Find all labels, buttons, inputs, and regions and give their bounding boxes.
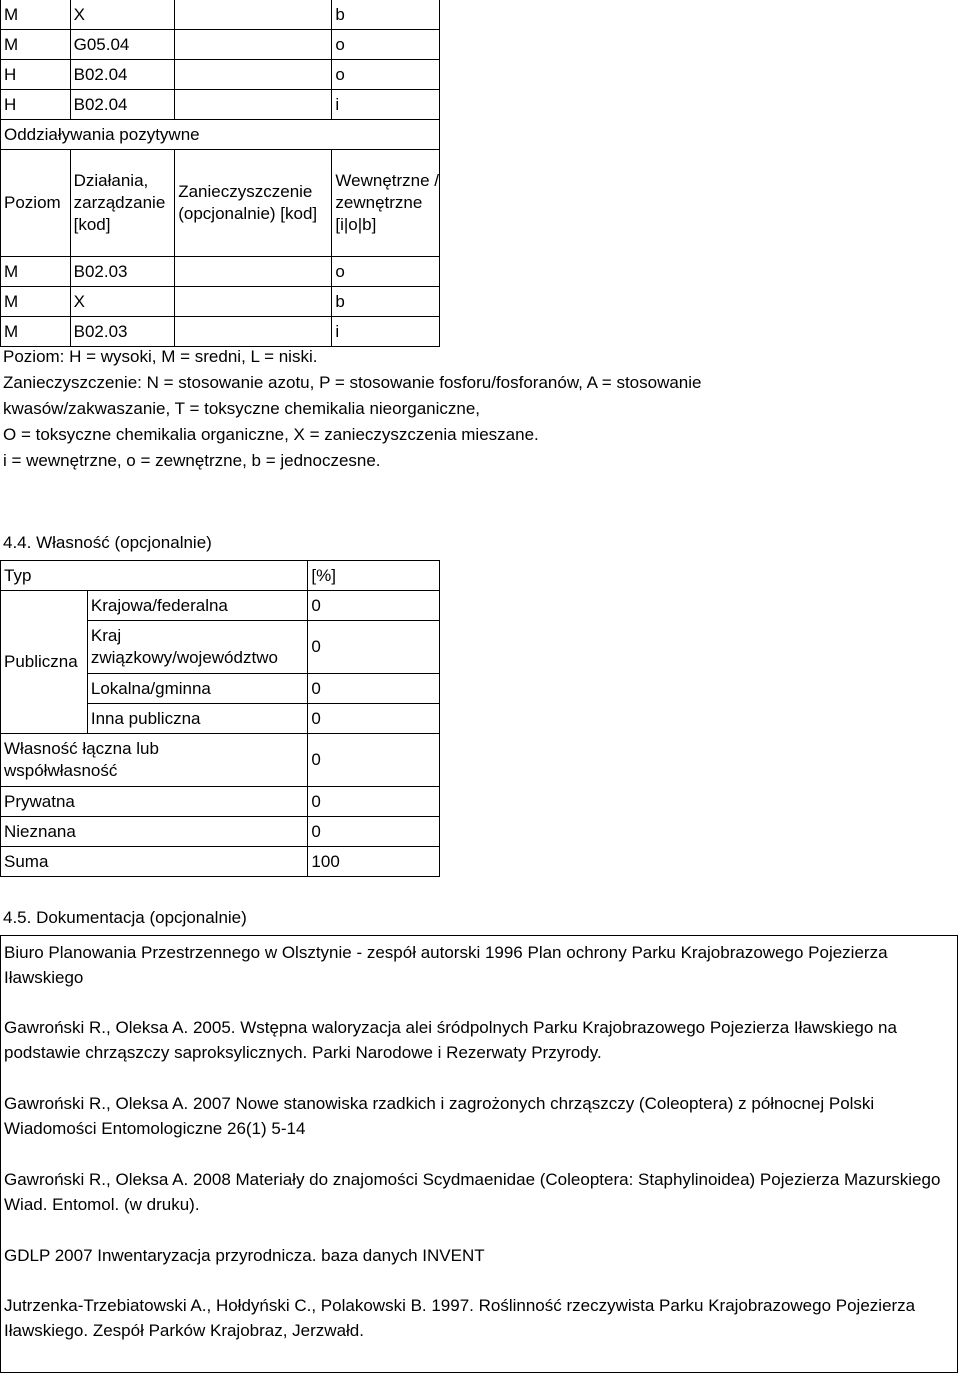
ownership-type: Suma — [1, 847, 308, 877]
ownership-value: 100 — [308, 847, 440, 877]
ownership-value: 0 — [308, 591, 440, 621]
ownership-type: Lokalna/gminna — [87, 674, 308, 704]
header-row — [1, 561, 440, 591]
documentation-entry: Biuro Planowania Przestrzennego w Olsztynie - zespół autorski 1996 Plan ochrony Parku Krajobrazowego Pojezierza Iławskiego — [4, 943, 888, 987]
ownership-type-label: Własność łączna lub współwłasność — [4, 739, 159, 780]
dzialania-cell: B02.03 — [70, 317, 175, 347]
ownership-type: Nieznana — [1, 817, 308, 847]
publiczna-label: Publiczna — [1, 591, 88, 734]
ownership-value: 0 — [308, 817, 440, 847]
ownership-value: 0 — [308, 787, 440, 817]
ownership-type: Kraj związkowy/województwo — [87, 621, 308, 674]
ownership-type — [1, 734, 308, 787]
dzialania-cell: X — [70, 0, 175, 30]
documentation-entry: GDLP 2007 Inwentaryzacja przyrodnicza. baza danych INVENT — [4, 1246, 485, 1265]
wz-cell: b — [332, 287, 440, 317]
poziom-cell: M — [1, 0, 71, 30]
poziom-cell: M — [1, 257, 71, 287]
documentation-entry: Gawroński R., Oleksa A. 2007 Nowe stanowiska rzadkich i zagrożonych chrząszczy (Coleoptera) z północnej Polski Wiadomości Entomologiczne 26(1) 5-14 — [4, 1094, 875, 1138]
zanieczyszczenie-cell — [175, 60, 332, 90]
table-row — [1, 90, 440, 120]
wz-cell: o — [332, 30, 440, 60]
legend-wz: i = wewnętrzne, o = zewnętrzne, b = jednoczesne. — [3, 451, 381, 470]
header-poziom: Poziom — [1, 150, 71, 257]
ownership-value: 0 — [308, 734, 440, 787]
dzialania-cell: B02.04 — [70, 60, 175, 90]
header-dzialania: Działania, zarządzanie [kod] — [70, 150, 175, 257]
table-row — [1, 817, 440, 847]
legend-poziom: Poziom: H = wysoki, M = sredni, L = niski. — [3, 347, 318, 366]
poziom-cell: H — [1, 90, 71, 120]
table-row — [1, 317, 440, 347]
table-row — [1, 591, 440, 621]
header-wz: Wewnętrzne / zewnętrzne [i|o|b] — [332, 150, 440, 257]
poziom-cell: M — [1, 30, 71, 60]
poziom-cell: H — [1, 60, 71, 90]
zanieczyszczenie-cell — [175, 90, 332, 120]
dzialania-cell: X — [70, 287, 175, 317]
zanieczyszczenie-cell — [175, 0, 332, 30]
documentation-box — [0, 935, 958, 1373]
ownership-type: Inna publiczna — [87, 704, 308, 734]
section-header-row — [1, 120, 440, 150]
header-pct: [%] — [308, 561, 440, 591]
ownership-type: Prywatna — [1, 787, 308, 817]
zanieczyszczenie-cell — [175, 257, 332, 287]
legend-zanieczyszczenie-cont: kwasów/zakwaszanie, T = toksyczne chemikalia nieorganiczne, — [3, 399, 481, 418]
zanieczyszczenie-cell — [175, 30, 332, 60]
table-row — [1, 257, 440, 287]
zanieczyszczenie-cell — [175, 287, 332, 317]
table-row — [1, 734, 440, 787]
ownership-value: 0 — [308, 674, 440, 704]
wz-cell: o — [332, 257, 440, 287]
ownership-title: 4.4. Własność (opcjonalnie) — [3, 533, 212, 552]
wz-cell: b — [332, 0, 440, 30]
dzialania-cell: B02.03 — [70, 257, 175, 287]
ownership-value: 0 — [308, 621, 440, 674]
wz-cell: o — [332, 60, 440, 90]
header-typ: Typ — [1, 561, 308, 591]
table-row — [1, 847, 440, 877]
dzialania-cell: B02.04 — [70, 90, 175, 120]
wz-cell: i — [332, 90, 440, 120]
table-row — [1, 30, 440, 60]
header-row — [1, 150, 440, 257]
table-row — [1, 60, 440, 90]
header-zanieczyszczenie: Zanieczyszczenie (opcjonalnie) [kod] — [175, 150, 332, 257]
impacts-table — [0, 0, 440, 347]
documentation-entry: Jutrzenka-Trzebiatowski A., Hołdyński C., Polakowski B. 1997. Roślinność rzeczywista Parku Krajobrazowego Pojezierza Iławskiego. Zespół Parków Krajobraz, Jerzwałd. — [4, 1296, 916, 1340]
wz-cell: i — [332, 317, 440, 347]
positive-impacts-title: Oddziaływania pozytywne — [1, 120, 440, 150]
documentation-entry: Gawroński R., Oleksa A. 2008 Materiały do znajomości Scydmaenidae (Coleoptera: Staphylinoidea) Pojezierza Mazurskiego Wiad. Entomol. (w druku). — [4, 1170, 941, 1214]
documentation-entry: Gawroński R., Oleksa A. 2005. Wstępna waloryzacja alei śródpolnych Parku Krajobrazowego Pojezierza Iławskiego na podstawie chrząszczy saproksylicznych. Parki Narodowe i Rezerwaty Przyrody. — [4, 1018, 897, 1062]
table-row — [1, 787, 440, 817]
zanieczyszczenie-cell — [175, 317, 332, 347]
ownership-value: 0 — [308, 704, 440, 734]
table-row — [1, 287, 440, 317]
poziom-cell: M — [1, 317, 71, 347]
legend-zanieczyszczenie: Zanieczyszczenie: N = stosowanie azotu, P = stosowanie fosforu/fosforanów, A = stosowanie — [3, 373, 702, 392]
ownership-table — [0, 560, 440, 877]
documentation-title: 4.5. Dokumentacja (opcjonalnie) — [3, 908, 247, 927]
table-row — [1, 0, 440, 30]
dzialania-cell: G05.04 — [70, 30, 175, 60]
legend-zanieczyszczenie-cont2: O = toksyczne chemikalia organiczne, X = zanieczyszczenia mieszane. — [3, 425, 539, 444]
ownership-type: Krajowa/federalna — [87, 591, 308, 621]
poziom-cell: M — [1, 287, 71, 317]
